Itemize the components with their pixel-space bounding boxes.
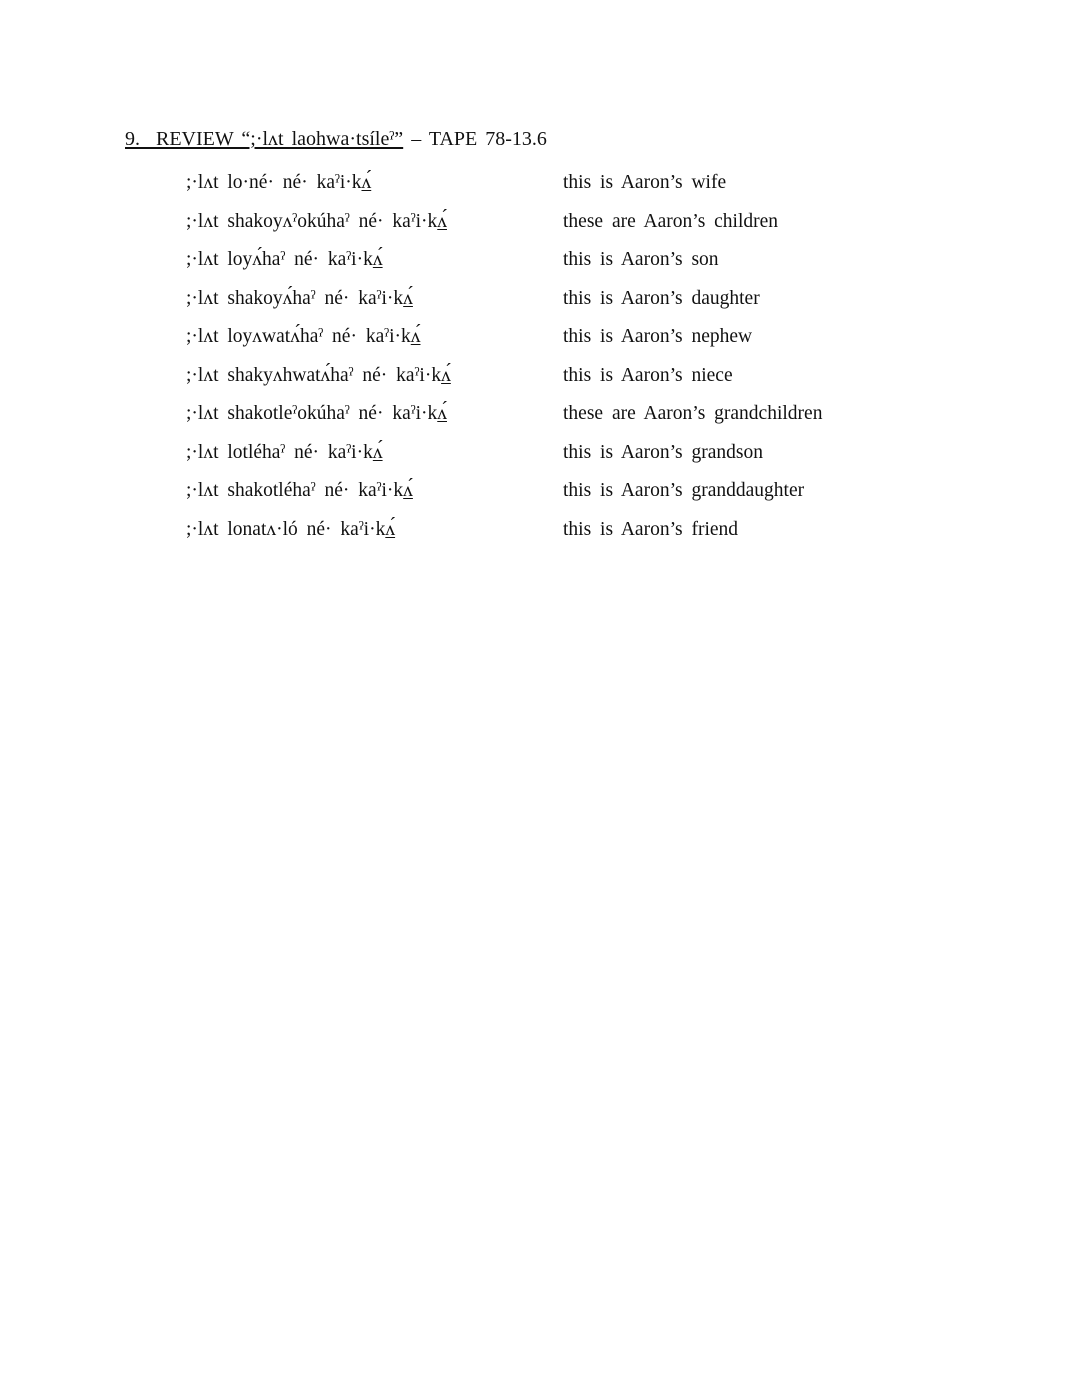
mohawk-phrase: ;·lʌt lotléhaˀ né· kaˀi·kʌ́	[186, 441, 383, 463]
section-number: 9.	[125, 128, 140, 150]
vocabulary-row	[186, 203, 1046, 242]
mohawk-phrase: ;·lʌt shakyʌhwatʌ́haˀ né· kaˀi·kʌ́	[186, 364, 451, 386]
section-heading	[125, 126, 547, 152]
mohawk-phrase: ;·lʌt lo·né· né· kaˀi·kʌ́	[186, 172, 372, 194]
vocabulary-list	[186, 164, 1046, 549]
english-translation: this is Aaron’s granddaughter	[563, 480, 805, 502]
heading-dash: –	[411, 128, 422, 150]
mohawk-phrase: ;·lʌt shakotleˀokúhaˀ né· kaˀi·kʌ́	[186, 403, 447, 425]
mohawk-phrase: ;·lʌt lonatʌ·ló né· kaˀi·kʌ́	[186, 518, 396, 540]
mohawk-phrase: ;·lʌt shakotléhaˀ né· kaˀi·kʌ́	[186, 480, 413, 502]
vocabulary-row	[186, 280, 1046, 319]
english-translation: this is Aaron’s nephew	[563, 326, 753, 348]
vocabulary-row	[186, 434, 1046, 473]
english-translation: these are Aaron’s grandchildren	[563, 403, 823, 425]
english-translation: this is Aaron’s wife	[563, 172, 727, 194]
vocabulary-row	[186, 241, 1046, 280]
mohawk-phrase: ;·lʌt shakoyʌ́haˀ né· kaˀi·kʌ́	[186, 287, 413, 309]
vocabulary-row	[186, 472, 1046, 511]
section-title: REVIEW “;·lʌt laohwa·tsíleˀ”	[156, 128, 404, 150]
english-translation: this is Aaron’s son	[563, 249, 719, 271]
english-translation: this is Aaron’s grandson	[563, 441, 763, 463]
english-translation: these are Aaron’s children	[563, 210, 779, 232]
mohawk-phrase: ;·lʌt shakoyʌˀokúhaˀ né· kaˀi·kʌ́	[186, 210, 447, 232]
vocabulary-row	[186, 357, 1046, 396]
tape-reference: TAPE 78-13.6	[428, 128, 547, 150]
vocabulary-row	[186, 164, 1046, 203]
vocabulary-row	[186, 511, 1046, 550]
vocabulary-row	[186, 318, 1046, 357]
mohawk-phrase: ;·lʌt loyʌwatʌ́haˀ né· kaˀi·kʌ́	[186, 326, 421, 348]
mohawk-phrase: ;·lʌt loyʌ́haˀ né· kaˀi·kʌ́	[186, 249, 383, 271]
english-translation: this is Aaron’s niece	[563, 364, 733, 386]
english-translation: this is Aaron’s daughter	[563, 287, 760, 309]
vocabulary-row	[186, 395, 1046, 434]
english-translation: this is Aaron’s friend	[563, 518, 739, 540]
